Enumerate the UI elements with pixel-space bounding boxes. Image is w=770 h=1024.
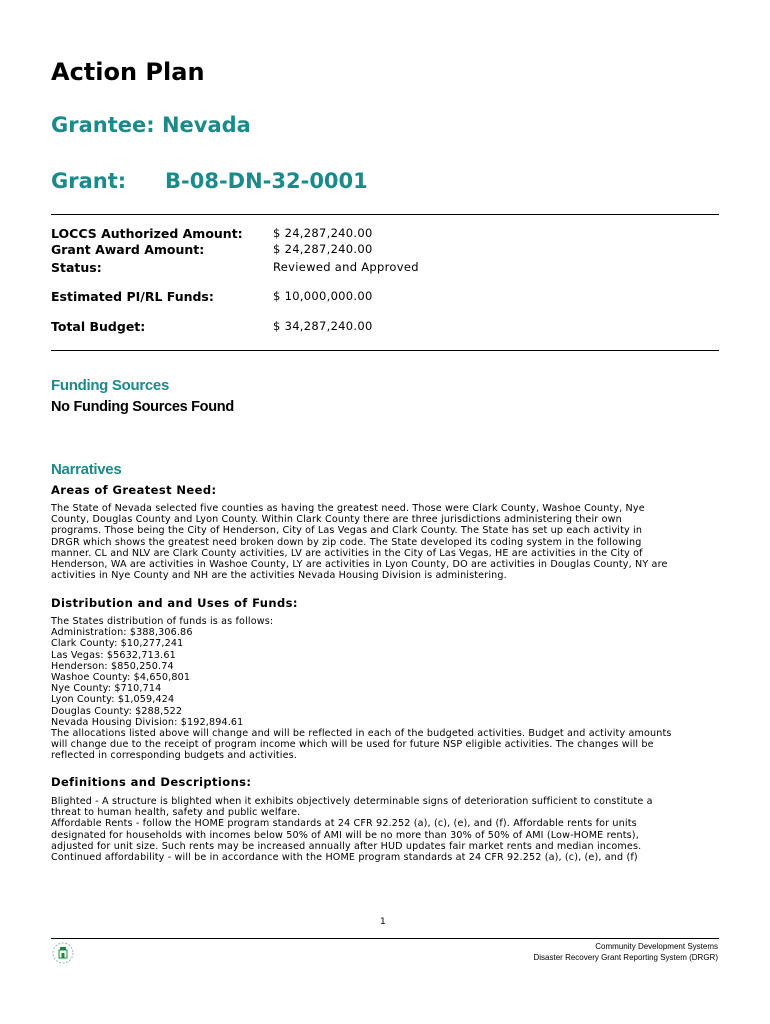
distribution-text: The States distribution of funds is as follows: Administration: $388,306.86 Clark County: $10,277,241 Las Vegas: $5632,713.61 Henderson: $850,250.74 Washoe County: $4,650,801 Nye County: $710,714 Lyon County: $1,059,424 Douglas County: $288,522 Nevada Housing Division: $192,894.61 The allocations listed above will change and will be reflected in each of the budgeted activities. Budget and activity amounts will change due to the receipt of program income which will be used for future NSP eligible activities. The changes will be reflected in corresponding budgets and activities. xyxy=(51,616,672,762)
definitions-text: Blighted - A structure is blighted when it exhibits objectively determinable signs of deterioration sufficient to constitute a threat to human health, safety and public welfare. Affordable Rents - follow the HOME program standards at 24 CFR 92.252 (a), (c), (e), and (f). Affordable rents for units designated for households with incomes below 50% of AMI will be no more than 30% of 50% of AMI (Low-HOME rents), adjusted for unit size. Such rents may be increased annually after HUD updates fair market rents and median incomes. Continued affordability - will be in accordance with the HOME program standards at 24 CFR 92.252 (a), (c), (e), and (f) xyxy=(51,796,653,864)
status-value: Reviewed and Approved xyxy=(273,260,419,274)
total-budget-value: $ 34,287,240.00 xyxy=(273,319,373,333)
hud-seal-icon xyxy=(52,942,74,964)
greatest-need-text: The State of Nevada selected five counties as having the greatest need. Those were Clark County, Washoe County, Nye County, Douglas County and Lyon County. Within Clark County there are three jurisdictions administering their own programs. Those being the City of Henderson, City of Las Vegas and Clark County. The State has set up each activity in DRGR which shows the greatest need broken down by zip code. The State developed its coding system in the following manner. CL and NLV are Clark County activities, LV are activities in the City of Las Vegas, HE are activities in the City of Henderson, WA are activities in Washoe County, LY are activities in Lyon County, DO are activities in Douglas County, NY are activities in Nye County and NH are the activities Nevada Housing Division is administering. xyxy=(51,503,668,582)
grant-number: B-08-DN-32-0001 xyxy=(165,169,368,193)
greatest-need-heading: Areas of Greatest Need: xyxy=(51,483,217,497)
award-value: $ 24,287,240.00 xyxy=(273,242,373,256)
funding-sources-heading: Funding Sources xyxy=(51,377,170,394)
footer-divider xyxy=(51,938,719,939)
narratives-heading: Narratives xyxy=(51,461,122,478)
definitions-heading: Definitions and Descriptions: xyxy=(51,775,252,789)
footer-system: Disaster Recovery Grant Reporting System (DRGR) xyxy=(533,953,718,962)
page-number: 1 xyxy=(380,917,386,927)
summary-divider xyxy=(51,350,719,351)
header-divider xyxy=(51,214,719,215)
no-funding-sources-text: No Funding Sources Found xyxy=(51,399,234,415)
page-title: Action Plan xyxy=(51,58,205,86)
loccs-label: LOCCS Authorized Amount: xyxy=(51,226,243,241)
award-label: Grant Award Amount: xyxy=(51,242,205,257)
pirl-value: $ 10,000,000.00 xyxy=(273,289,373,303)
grantee-heading: Grantee: Nevada xyxy=(51,113,251,137)
grant-label: Grant: xyxy=(51,169,127,193)
footer-org: Community Development Systems xyxy=(595,942,718,951)
pirl-label: Estimated PI/RL Funds: xyxy=(51,289,214,304)
total-budget-label: Total Budget: xyxy=(51,319,146,334)
distribution-heading: Distribution and and Uses of Funds: xyxy=(51,596,298,610)
loccs-value: $ 24,287,240.00 xyxy=(273,226,373,240)
status-label: Status: xyxy=(51,260,102,275)
